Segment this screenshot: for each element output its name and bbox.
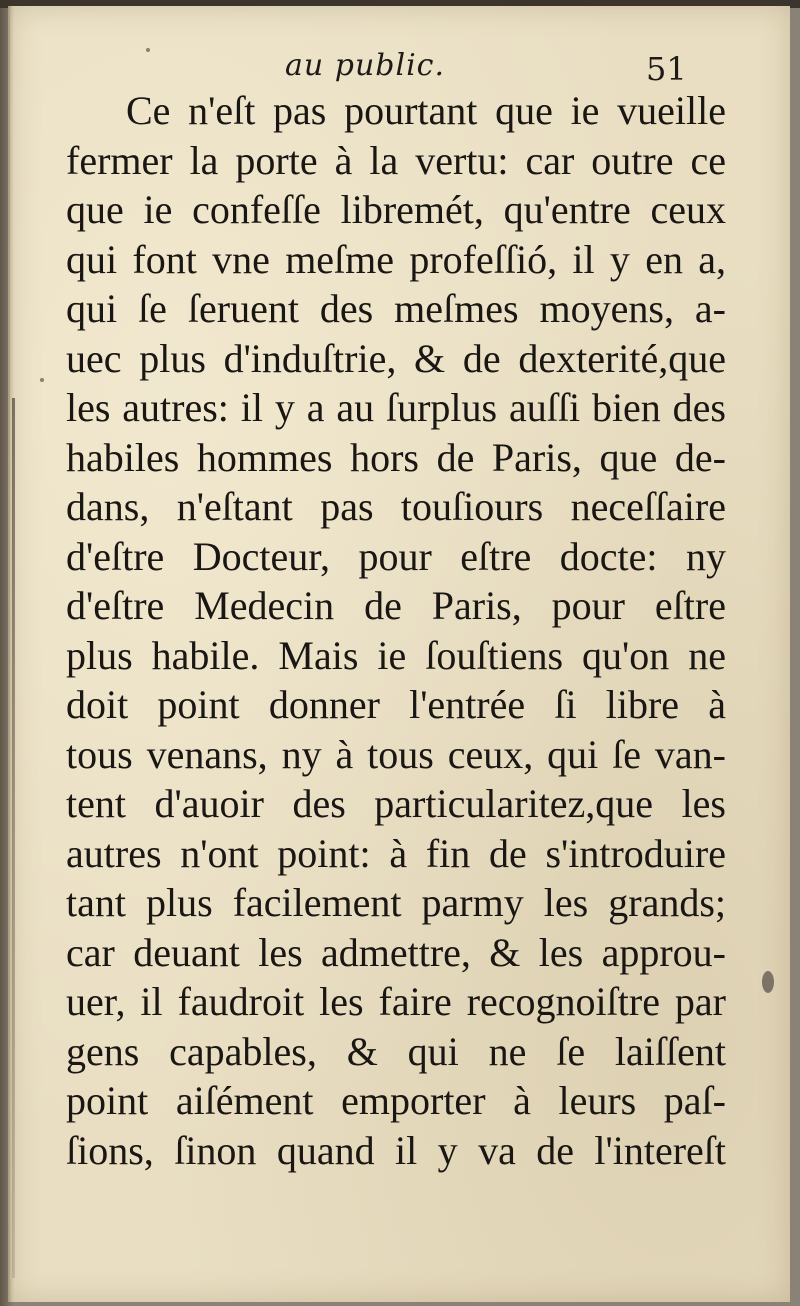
text-line: tous venans, ny à tous ceux, qui ſe van- — [66, 731, 726, 777]
body-text — [66, 86, 726, 1175]
text-line: autres n'ont point: à fin de s'introduire — [66, 830, 726, 876]
book-page — [8, 6, 790, 1302]
text-line: d'eſtre Docteur, pour eſtre docte: ny — [66, 533, 726, 579]
ink-blot — [762, 971, 774, 993]
text-line: habiles hommes hors de Paris, que de- — [66, 434, 726, 480]
text-line: doit point donner l'entrée ſi libre à — [66, 682, 726, 727]
text-line: dans, n'eſtant pas touſiours neceſſaire — [66, 484, 726, 529]
text-line: qui font vne meſme profeſſió, il y en a, — [66, 236, 726, 282]
paper-speck — [146, 48, 150, 52]
text-line: tent d'auoir des particularitez,que les — [66, 781, 726, 826]
text-line: uer, il faudroit les faire recognoiſtre par — [66, 979, 726, 1024]
text-line: fermer la porte à la vertu: car outre ce — [66, 137, 726, 183]
page-number: 51 — [646, 50, 687, 88]
text-line: les autres: il y a au ſurplus auſſi bien des — [66, 385, 726, 430]
text-line: ſions, ſinon quand il y va de l'intereſt — [66, 1127, 726, 1173]
text-line: d'eſtre Medecin de Paris, pour eſtre — [66, 583, 726, 628]
text-line: point aiſément emporter à leurs paſ- — [66, 1078, 726, 1123]
text-line: tant plus facilement parmy les grands; — [66, 880, 726, 925]
text-line: uec plus d'induſtrie, & de dexterité,que — [66, 335, 726, 381]
text-line: car deuant les admettre, & les approu- — [66, 929, 726, 975]
text-line: Ce n'eſt pas pourtant que ie vueille — [126, 88, 726, 133]
text-line: plus habile. Mais ie ſouſtiens qu'on ne — [66, 632, 726, 678]
text-line: qui ſe ſeruent des meſmes moyens, a- — [66, 286, 726, 331]
paper-speck — [40, 378, 44, 382]
text-line: gens capables, & qui ne ſe laiſſent — [66, 1028, 726, 1074]
running-head-title: au public. — [285, 48, 445, 83]
binding-shadow — [0, 0, 14, 1306]
text-line: que ie confeſſe libremét, qu'entre ceux — [66, 187, 726, 232]
